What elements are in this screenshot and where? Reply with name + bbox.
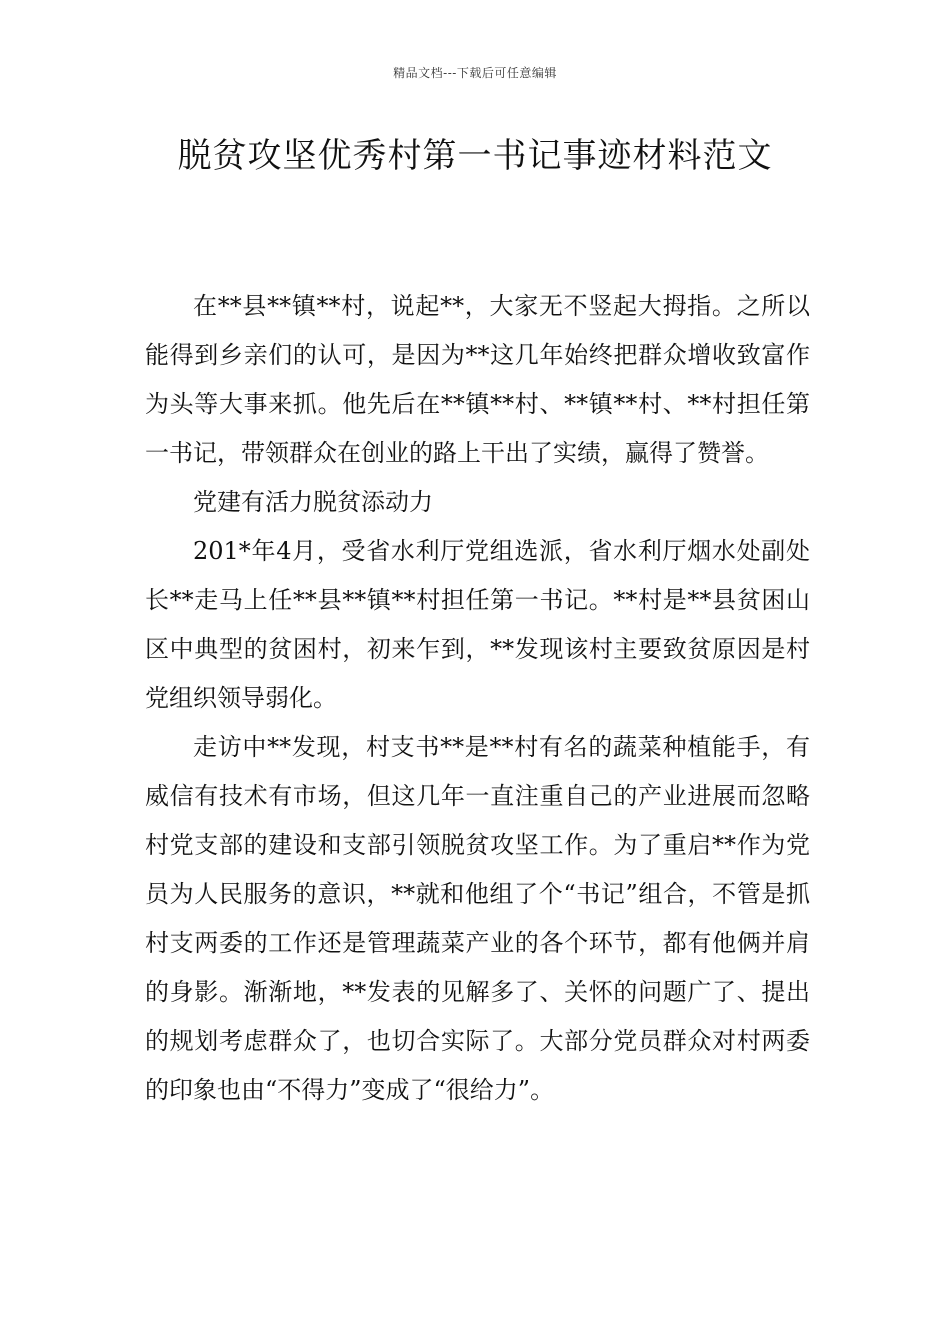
section-heading: 党建有活力脱贫添动力 [193, 488, 433, 516]
paragraph-intro: 在**县**镇**村，说起**，大家无不竖起大拇指。之所以能得到乡亲们的认可，是因为**这几年始终把群众增收致富作为头等大事来抓。他先后在**镇**村、**镇**村、**村担任第一书记，带领群众在创业的路上干出了实绩，赢得了赞誉。 [145, 292, 810, 467]
document-title: 脱贫攻坚优秀村第一书记事迹材料范文 [177, 136, 773, 176]
paragraph-appointment: 201*年4月，受省水利厅党组选派，省水利厅烟水处副处长**走马上任**县**镇**村担任第一书记。**村是**县贫困山区中典型的贫困村，初来乍到，**发现该村主要致贫原因是村党组织领导弱化。 [145, 537, 810, 712]
header-note: 精品文档---下载后可任意编辑 [393, 66, 557, 80]
paragraph-visit: 走访中**发现，村支书**是**村有名的蔬菜种植能手，有威信有技术有市场，但这几年一直注重自己的产业进展而忽略村党支部的建设和支部引领脱贫攻坚工作。为了重启**作为党员为人民服务的意识，**就和他组了个“书记”组合，不管是抓村支两委的工作还是管理蔬菜产业的各个环节，都有他俩并肩的身影。渐渐地，**发表的见解多了、关怀的问题广了、提出的规划考虑群众了，也切合实际了。大部分党员群众对村两委的印象也由“不得力”变成了“很给力”。 [145, 733, 810, 1104]
document-body [145, 282, 810, 1115]
